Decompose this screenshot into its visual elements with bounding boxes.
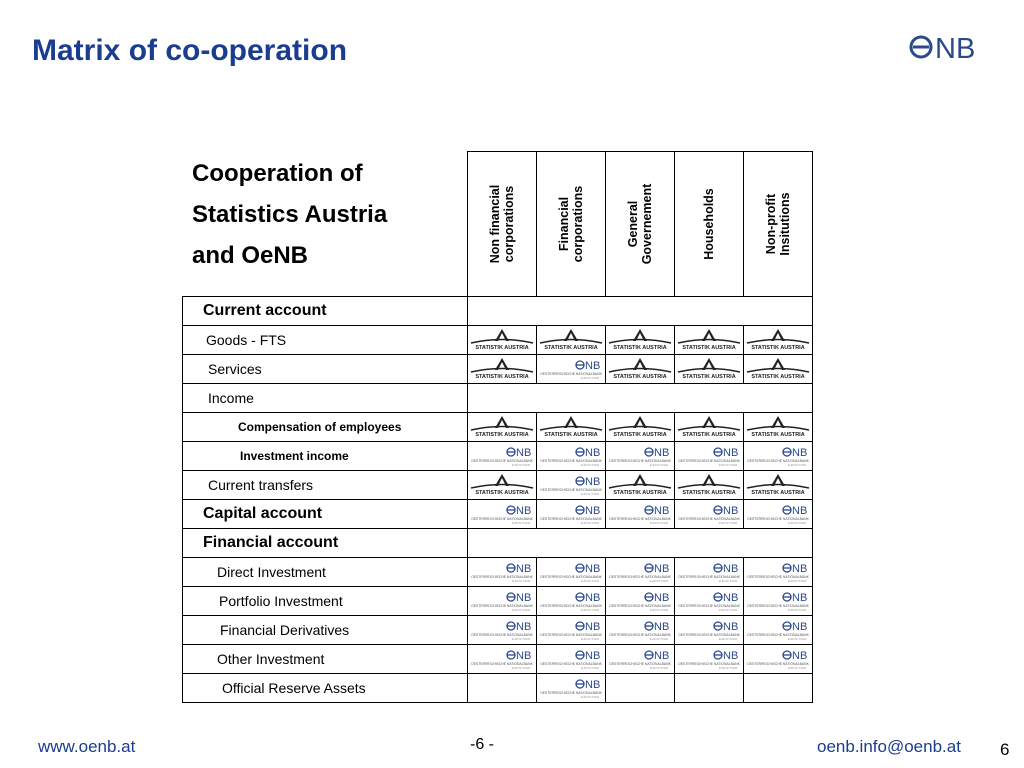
oenb-icon <box>607 588 673 614</box>
oenb-icon <box>745 443 811 469</box>
oenb-logo-subtext: OESTERREICHISCHE NATIONALBANK <box>540 459 602 463</box>
svg-text:NB: NB <box>585 360 601 372</box>
oenb-icon <box>538 559 604 585</box>
oenb-logo-subtext: OESTERREICHISCHE NATIONALBANK <box>609 633 671 637</box>
matrix-cell <box>537 616 606 645</box>
oenb-logo-subtext: OESTERREICHISCHE NATIONALBANK <box>747 604 809 608</box>
oenb-logo-subtext: OESTERREICHISCHE NATIONALBANK <box>471 575 533 579</box>
oenb-logo-subtext-2: EUROSYSTEM <box>649 580 669 583</box>
row-label: Current transfers <box>208 477 314 493</box>
empty-row-cell <box>468 384 813 413</box>
statistik-austria-icon <box>469 356 535 382</box>
matrix-cell <box>675 355 744 384</box>
svg-text:NB: NB <box>516 505 532 517</box>
statistik-austria-icon <box>469 414 535 440</box>
sa-logo-text: STATISTIK AUSTRIA <box>475 374 529 380</box>
oenb-logo-subtext: OESTERREICHISCHE NATIONALBANK <box>540 488 602 492</box>
row-label: Compensation of employees <box>238 420 402 434</box>
oenb-logo-subtext: OESTERREICHISCHE NATIONALBANK <box>609 459 671 463</box>
oenb-icon <box>538 443 604 469</box>
statistik-austria-icon <box>607 414 673 440</box>
column-header <box>537 152 606 297</box>
matrix-cell <box>744 674 813 703</box>
statistik-austria-icon <box>676 327 742 353</box>
svg-text:NB: NB <box>723 447 739 459</box>
sa-logo-text: STATISTIK AUSTRIA <box>682 374 736 380</box>
matrix-cell <box>537 674 606 703</box>
oenb-logo-subtext-2: EUROSYSTEM <box>787 638 807 641</box>
matrix-row <box>183 500 813 529</box>
oenb-logo-subtext-2: EUROSYSTEM <box>580 377 600 380</box>
oenb-icon <box>676 443 742 469</box>
matrix-cell <box>606 674 675 703</box>
oenb-logo-subtext-2: EUROSYSTEM <box>649 667 669 670</box>
cooperation-line-3: and OeNB <box>192 242 309 269</box>
column-header-text: Non-profit <box>764 193 778 255</box>
oenb-icon <box>607 617 673 643</box>
sa-logo-text: STATISTIK AUSTRIA <box>682 432 736 438</box>
oenb-icon <box>469 617 535 643</box>
oenb-icon <box>538 472 604 498</box>
oenb-icon <box>538 356 604 382</box>
oenb-logo-subtext: OESTERREICHISCHE NATIONALBANK <box>471 604 533 608</box>
svg-text:NB: NB <box>516 563 532 575</box>
row-label: Financial account <box>203 534 339 551</box>
column-header-text: Non financial <box>488 184 502 264</box>
row-label: Official Reserve Assets <box>222 680 366 696</box>
matrix-cell <box>537 355 606 384</box>
oenb-logo-subtext: OESTERREICHISCHE NATIONALBANK <box>747 575 809 579</box>
matrix-cell <box>744 500 813 529</box>
column-header <box>675 152 744 297</box>
sa-logo-text: STATISTIK AUSTRIA <box>475 432 529 438</box>
sa-logo-text: STATISTIK AUSTRIA <box>682 345 736 351</box>
oenb-logo-subtext-2: EUROSYSTEM <box>580 464 600 467</box>
row-label: Portfolio Investment <box>219 593 343 609</box>
matrix-row <box>183 587 813 616</box>
statistik-austria-icon <box>745 356 811 382</box>
oenb-icon <box>538 588 604 614</box>
header-row <box>183 152 813 297</box>
svg-text:NB: NB <box>516 650 532 662</box>
row-label: Financial Derivatives <box>220 622 350 638</box>
column-header-text: corporations <box>502 185 516 263</box>
oenb-logo-subtext: OESTERREICHISCHE NATIONALBANK <box>609 517 671 521</box>
row-label: Investment income <box>240 449 349 463</box>
svg-text:NB: NB <box>723 621 739 633</box>
matrix-cell <box>606 442 675 471</box>
column-header <box>744 152 813 297</box>
oenb-icon <box>745 588 811 614</box>
svg-text:NB: NB <box>792 505 808 517</box>
oenb-logo-subtext-2: EUROSYSTEM <box>718 464 738 467</box>
oenb-logo-subtext: OESTERREICHISCHE NATIONALBANK <box>540 517 602 521</box>
svg-text:NB: NB <box>792 592 808 604</box>
matrix-cell <box>744 558 813 587</box>
svg-text:NB: NB <box>585 679 601 691</box>
oenb-logo-subtext: OESTERREICHISCHE NATIONALBANK <box>678 633 740 637</box>
svg-text:NB: NB <box>585 650 601 662</box>
oenb-icon <box>745 617 811 643</box>
column-header-text: Governement <box>640 183 654 265</box>
statistik-austria-icon <box>538 327 604 353</box>
footer-website[interactable]: www.oenb.at <box>38 737 136 756</box>
row-label: Goods - FTS <box>206 332 287 348</box>
row-label-cell <box>183 558 468 587</box>
oenb-logo-subtext: OESTERREICHISCHE NATIONALBANK <box>678 662 740 666</box>
oenb-icon <box>469 646 535 672</box>
oenb-icon <box>745 646 811 672</box>
matrix-row <box>183 558 813 587</box>
svg-text:NB: NB <box>792 621 808 633</box>
row-label-cell <box>183 355 468 384</box>
matrix-cell <box>606 616 675 645</box>
matrix-cell <box>606 587 675 616</box>
matrix-row <box>183 355 813 384</box>
matrix-row <box>183 413 813 442</box>
svg-text:NB: NB <box>516 621 532 633</box>
page-title: Matrix of co-operation <box>32 34 348 67</box>
svg-text:NB: NB <box>654 563 670 575</box>
row-label-cell <box>183 674 468 703</box>
svg-text:NB: NB <box>792 447 808 459</box>
matrix-cell <box>468 500 537 529</box>
matrix-cell <box>675 558 744 587</box>
svg-text:NB: NB <box>585 592 601 604</box>
oenb-icon <box>538 617 604 643</box>
footer-email[interactable]: oenb.info@oenb.at <box>817 737 961 756</box>
matrix-cell <box>537 442 606 471</box>
cooperation-line-1: Cooperation of <box>192 160 363 187</box>
statistik-austria-icon <box>676 356 742 382</box>
oenb-icon <box>607 501 673 527</box>
matrix-cell <box>675 587 744 616</box>
oenb-logo-subtext-2: EUROSYSTEM <box>649 522 669 525</box>
oenb-logo-subtext: OESTERREICHISCHE NATIONALBANK <box>747 459 809 463</box>
svg-text:NB: NB <box>792 563 808 575</box>
oenb-logo-subtext: OESTERREICHISCHE NATIONALBANK <box>609 575 671 579</box>
oenb-logo-subtext-2: EUROSYSTEM <box>511 638 531 641</box>
matrix-cell <box>606 500 675 529</box>
oenb-icon <box>607 559 673 585</box>
sa-logo-text: STATISTIK AUSTRIA <box>751 490 805 496</box>
oenb-logo-subtext: OESTERREICHISCHE NATIONALBANK <box>678 517 740 521</box>
oenb-logo-subtext-2: EUROSYSTEM <box>787 580 807 583</box>
oenb-logo-subtext: OESTERREICHISCHE NATIONALBANK <box>747 633 809 637</box>
matrix-cell <box>468 442 537 471</box>
svg-text:NB: NB <box>585 476 601 488</box>
oenb-logo-subtext-2: EUROSYSTEM <box>511 522 531 525</box>
column-header-text: corporations <box>571 185 585 263</box>
oenb-logo-subtext: OESTERREICHISCHE NATIONALBANK <box>540 575 602 579</box>
matrix-cell <box>744 645 813 674</box>
row-label-cell <box>183 413 468 442</box>
oenb-logo-subtext: OESTERREICHISCHE NATIONALBANK <box>678 575 740 579</box>
oenb-logo-subtext-2: EUROSYSTEM <box>580 580 600 583</box>
oenb-logo-subtext: OESTERREICHISCHE NATIONALBANK <box>471 459 533 463</box>
matrix-cell <box>606 413 675 442</box>
statistik-austria-icon <box>745 414 811 440</box>
sa-logo-text: STATISTIK AUSTRIA <box>613 345 667 351</box>
row-label-cell <box>183 471 468 500</box>
matrix-cell <box>468 326 537 355</box>
svg-text:NB: NB <box>723 505 739 517</box>
oenb-logo-subtext: OESTERREICHISCHE NATIONALBANK <box>747 517 809 521</box>
oenb-icon <box>745 559 811 585</box>
matrix-cell <box>744 355 813 384</box>
oenb-logo-subtext-2: EUROSYSTEM <box>511 580 531 583</box>
column-header-text: Households <box>702 188 716 260</box>
matrix-cell <box>468 674 537 703</box>
matrix-row <box>183 674 813 703</box>
row-label-cell <box>183 326 468 355</box>
oenb-logo-subtext-2: EUROSYSTEM <box>787 522 807 525</box>
oenb-icon <box>676 617 742 643</box>
matrix-cell <box>675 413 744 442</box>
row-label-cell <box>183 616 468 645</box>
matrix-cell <box>744 413 813 442</box>
slide-number: 6 <box>1000 740 1010 759</box>
oenb-logo-subtext-2: EUROSYSTEM <box>511 464 531 467</box>
matrix-cell <box>468 616 537 645</box>
matrix-cell <box>675 616 744 645</box>
matrix-cell <box>537 645 606 674</box>
statistik-austria-icon <box>469 327 535 353</box>
statistik-austria-icon <box>607 327 673 353</box>
oenb-logo-subtext: OESTERREICHISCHE NATIONALBANK <box>471 662 533 666</box>
matrix-cell <box>537 326 606 355</box>
oenb-logo-subtext-2: EUROSYSTEM <box>580 609 600 612</box>
oenb-logo-subtext-2: EUROSYSTEM <box>649 609 669 612</box>
matrix-cell <box>537 587 606 616</box>
svg-text:NB: NB <box>654 505 670 517</box>
svg-text:NB: NB <box>585 563 601 575</box>
svg-text:NB: NB <box>516 447 532 459</box>
oenb-icon <box>469 501 535 527</box>
statistik-austria-icon <box>745 472 811 498</box>
matrix-cell <box>675 645 744 674</box>
oenb-logo-subtext-2: EUROSYSTEM <box>511 609 531 612</box>
svg-text:NB: NB <box>654 650 670 662</box>
oenb-logo-subtext: OESTERREICHISCHE NATIONALBANK <box>540 372 602 376</box>
row-label-cell <box>183 587 468 616</box>
oenb-logo-subtext: OESTERREICHISCHE NATIONALBANK <box>540 691 602 695</box>
statistik-austria-icon <box>538 414 604 440</box>
matrix-cell <box>675 442 744 471</box>
oenb-logo-subtext-2: EUROSYSTEM <box>580 638 600 641</box>
matrix-cell <box>537 471 606 500</box>
oenb-logo-subtext-2: EUROSYSTEM <box>787 667 807 670</box>
svg-text:NB: NB <box>654 447 670 459</box>
matrix-cell <box>744 326 813 355</box>
oenb-logo-subtext: OESTERREICHISCHE NATIONALBANK <box>471 633 533 637</box>
oenb-icon <box>538 675 604 701</box>
svg-text:NB: NB <box>654 621 670 633</box>
oenb-icon <box>676 588 742 614</box>
oenb-logo-subtext-2: EUROSYSTEM <box>649 638 669 641</box>
column-header <box>468 152 537 297</box>
oenb-logo-subtext: OESTERREICHISCHE NATIONALBANK <box>540 662 602 666</box>
oenb-logo-subtext: OESTERREICHISCHE NATIONALBANK <box>471 517 533 521</box>
oenb-logo-subtext-2: EUROSYSTEM <box>580 522 600 525</box>
oenb-logo-subtext-2: EUROSYSTEM <box>718 522 738 525</box>
matrix-row <box>183 529 813 558</box>
row-label-cell <box>183 384 468 413</box>
oenb-icon <box>607 443 673 469</box>
svg-text:NB: NB <box>585 505 601 517</box>
sa-logo-text: STATISTIK AUSTRIA <box>751 345 805 351</box>
svg-text:NB: NB <box>792 650 808 662</box>
column-header-text: Insitutions <box>778 192 792 256</box>
oenb-logo-subtext-2: EUROSYSTEM <box>718 667 738 670</box>
statistik-austria-icon <box>676 472 742 498</box>
oenb-icon <box>676 559 742 585</box>
oenb-logo-subtext: OESTERREICHISCHE NATIONALBANK <box>609 604 671 608</box>
matrix-cell <box>744 616 813 645</box>
matrix-row <box>183 384 813 413</box>
svg-text:NB: NB <box>516 592 532 604</box>
oenb-icon <box>676 646 742 672</box>
oenb-brand-logo <box>907 30 991 62</box>
sa-logo-text: STATISTIK AUSTRIA <box>751 374 805 380</box>
row-label: Income <box>208 390 254 406</box>
row-label-cell <box>183 529 468 558</box>
matrix-cell <box>675 674 744 703</box>
matrix-cell <box>606 355 675 384</box>
matrix-cell <box>468 355 537 384</box>
sa-logo-text: STATISTIK AUSTRIA <box>682 490 736 496</box>
matrix-row <box>183 645 813 674</box>
matrix-cell <box>675 326 744 355</box>
row-label: Other Investment <box>217 651 325 667</box>
oenb-icon <box>469 443 535 469</box>
matrix-row <box>183 616 813 645</box>
statistik-austria-icon <box>469 472 535 498</box>
matrix-cell <box>468 558 537 587</box>
svg-text:NB: NB <box>585 621 601 633</box>
oenb-logo-subtext: OESTERREICHISCHE NATIONALBANK <box>678 604 740 608</box>
oenb-logo-subtext-2: EUROSYSTEM <box>580 493 600 496</box>
empty-row-cell <box>468 297 813 326</box>
statistik-austria-icon <box>607 356 673 382</box>
oenb-icon <box>676 501 742 527</box>
svg-text:NB: NB <box>723 650 739 662</box>
sa-logo-text: STATISTIK AUSTRIA <box>613 432 667 438</box>
matrix-row <box>183 326 813 355</box>
matrix-cell <box>744 471 813 500</box>
matrix-cell <box>606 645 675 674</box>
oenb-logo-subtext: OESTERREICHISCHE NATIONALBANK <box>609 662 671 666</box>
oenb-icon <box>607 646 673 672</box>
oenb-logo-subtext-2: EUROSYSTEM <box>718 580 738 583</box>
row-label-cell <box>183 500 468 529</box>
statistik-austria-icon <box>607 472 673 498</box>
oenb-logo-subtext: OESTERREICHISCHE NATIONALBANK <box>747 662 809 666</box>
matrix-row <box>183 297 813 326</box>
oenb-logo-subtext-2: EUROSYSTEM <box>580 696 600 699</box>
sa-logo-text: STATISTIK AUSTRIA <box>751 432 805 438</box>
cooperation-matrix <box>182 151 813 703</box>
oenb-icon <box>538 501 604 527</box>
oenb-logo-subtext: OESTERREICHISCHE NATIONALBANK <box>540 604 602 608</box>
oenb-logo-subtext-2: EUROSYSTEM <box>718 638 738 641</box>
matrix-cell <box>606 471 675 500</box>
oenb-logo-subtext-2: EUROSYSTEM <box>787 464 807 467</box>
oenb-logo-subtext-2: EUROSYSTEM <box>787 609 807 612</box>
oenb-icon <box>469 588 535 614</box>
matrix-cell <box>744 442 813 471</box>
column-header <box>606 152 675 297</box>
svg-text:NB: NB <box>723 563 739 575</box>
row-label-cell <box>183 645 468 674</box>
matrix-cell <box>606 326 675 355</box>
matrix-cell <box>675 500 744 529</box>
statistik-austria-icon <box>745 327 811 353</box>
matrix-cell <box>744 587 813 616</box>
footer-page-label: -6 - <box>470 736 494 753</box>
row-label: Capital account <box>203 505 323 522</box>
row-label-cell <box>183 297 468 326</box>
row-label: Current account <box>203 302 327 319</box>
svg-text:NB: NB <box>654 592 670 604</box>
svg-text:NB: NB <box>585 447 601 459</box>
column-header-text: General <box>626 200 640 248</box>
matrix-row <box>183 471 813 500</box>
matrix-cell <box>675 471 744 500</box>
cooperation-line-2: Statistics Austria <box>192 201 388 228</box>
svg-text:NB: NB <box>935 33 976 62</box>
matrix-cell <box>468 587 537 616</box>
sa-logo-text: STATISTIK AUSTRIA <box>475 490 529 496</box>
oenb-logo-subtext: OESTERREICHISCHE NATIONALBANK <box>540 633 602 637</box>
oenb-icon <box>469 559 535 585</box>
sa-logo-text: STATISTIK AUSTRIA <box>475 345 529 351</box>
oenb-logo-subtext-2: EUROSYSTEM <box>511 667 531 670</box>
oenb-icon <box>745 501 811 527</box>
matrix-cell <box>537 558 606 587</box>
column-header-text: Financial <box>557 196 571 252</box>
matrix-cell <box>537 413 606 442</box>
oenb-logo-subtext-2: EUROSYSTEM <box>649 464 669 467</box>
header-blank <box>183 152 468 297</box>
statistik-austria-icon <box>676 414 742 440</box>
matrix-cell <box>537 500 606 529</box>
matrix-cell <box>606 558 675 587</box>
matrix-row <box>183 442 813 471</box>
svg-text:NB: NB <box>723 592 739 604</box>
empty-row-cell <box>468 529 813 558</box>
matrix-cell <box>468 471 537 500</box>
oenb-logo-subtext: OESTERREICHISCHE NATIONALBANK <box>678 459 740 463</box>
row-label-cell <box>183 442 468 471</box>
sa-logo-text: STATISTIK AUSTRIA <box>544 432 598 438</box>
row-label: Direct Investment <box>217 564 326 580</box>
oenb-logo-subtext-2: EUROSYSTEM <box>580 667 600 670</box>
sa-logo-text: STATISTIK AUSTRIA <box>613 374 667 380</box>
row-label: Services <box>208 361 262 377</box>
matrix-cell <box>468 645 537 674</box>
sa-logo-text: STATISTIK AUSTRIA <box>544 345 598 351</box>
oenb-logo-subtext-2: EUROSYSTEM <box>718 609 738 612</box>
sa-logo-text: STATISTIK AUSTRIA <box>613 490 667 496</box>
oenb-icon <box>538 646 604 672</box>
matrix-cell <box>468 413 537 442</box>
